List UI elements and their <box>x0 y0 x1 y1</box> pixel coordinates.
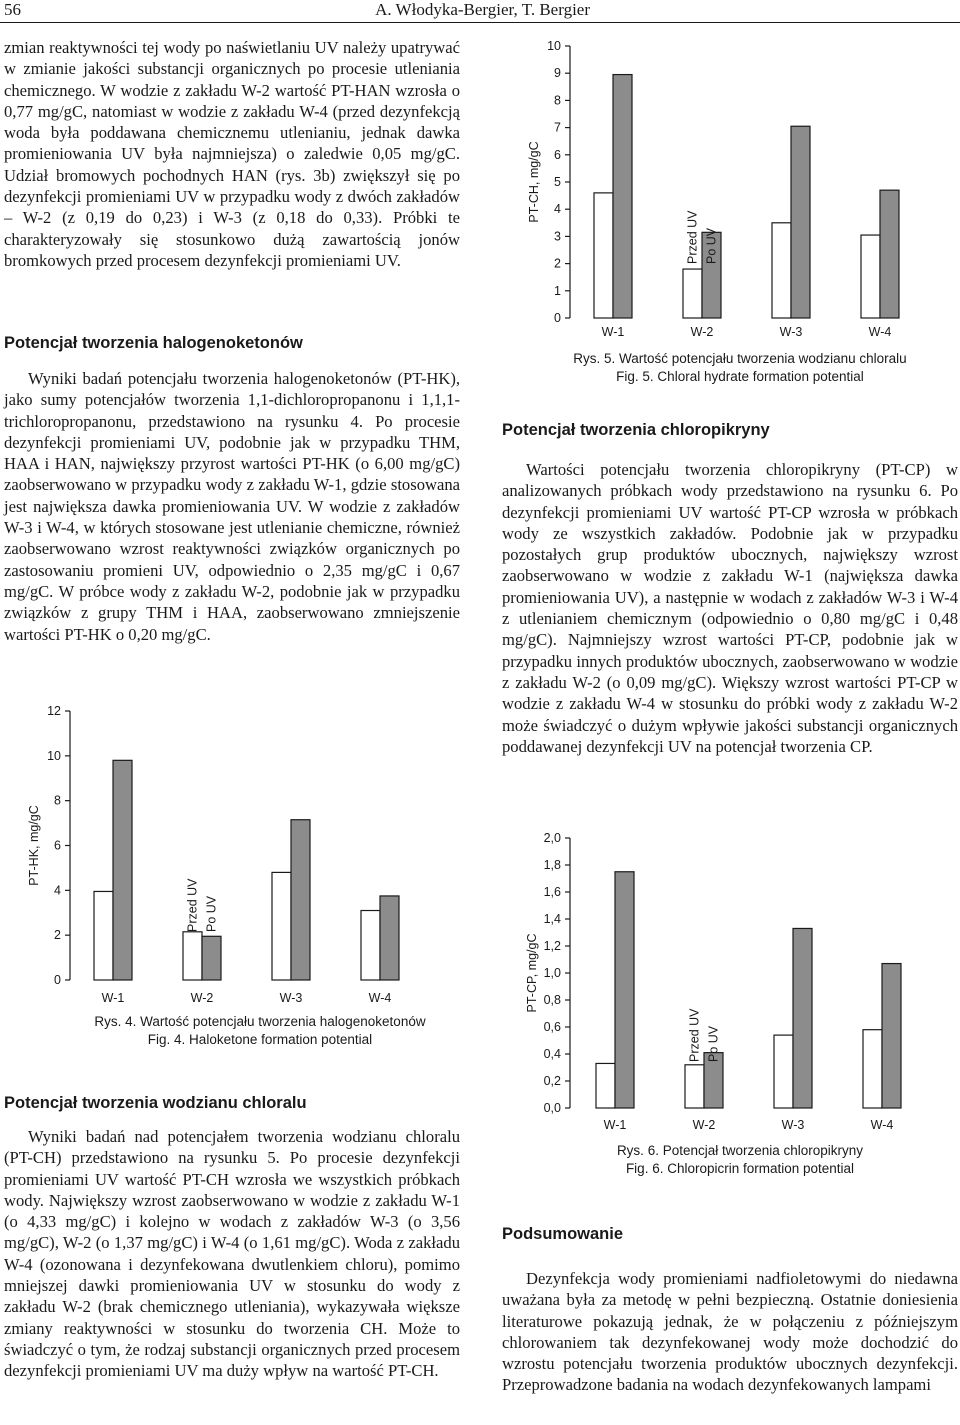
y-axis-label: PT-CH, mg/gC <box>527 141 541 223</box>
paragraph-han: zmian reaktywności tej wody po naświetlaniu UV należy upatrywać w zmianie jakości substancji organicznych po procesie utleniania chemicznego. W wodzie z zakładu W-2 wartość PT-HAN wzrosła o 0,77 mg/gC, natomiast w wodzie z zakładu W-4 (przed dezynfekcją woda była poddawana chemicznemu utlenianiu, jednak dawka promieniowania UV była najmniejsza) o zaledwie 0,05 mg/gC. Udział bromowych pochodnych HAN (rys. 3b) zwiększył się po dezynfekcji promieniami UV w przypadku wody z dwóch zakładów – W-2 (z 0,19 do 0,23) i W-3 (z 0,18 do 0,33). Próbki te charakteryzowały się stosunkowo dużą zawartością jonów bromkowych przed procesem dezynfekcji promieniami UV. <box>4 38 460 270</box>
x-category-label: W-3 <box>279 991 303 1005</box>
y-tick-label: 5 <box>554 175 561 189</box>
bar-w-3-przed-uv <box>774 1035 793 1108</box>
bar-w-4-po-uv <box>380 896 399 980</box>
x-category-label: W-3 <box>779 325 803 339</box>
y-tick-label: 1,2 <box>543 939 561 953</box>
y-tick-label: 9 <box>554 66 561 81</box>
bar-w-1-po-uv <box>613 75 632 318</box>
header-rule <box>0 22 960 23</box>
bar-w-4-przed-uv <box>361 911 380 980</box>
bar-w-1-przed-uv <box>596 1063 615 1108</box>
x-category-label: W-4 <box>868 325 892 339</box>
chart-fig6 <box>500 828 960 1136</box>
bar-w-4-przed-uv <box>861 235 880 318</box>
y-tick-label: 0,0 <box>543 1101 561 1115</box>
bar-w-1-po-uv <box>615 872 634 1108</box>
x-category-label: W-1 <box>601 325 625 339</box>
heading-chloral: Potencjał tworzenia wodzianu chloralu <box>4 1094 307 1112</box>
figure-6-caption-en: Fig. 6. Chloropicrin formation potential <box>625 1161 855 1176</box>
bar-w-3-po-uv <box>291 820 310 980</box>
y-tick-label: 10 <box>47 748 61 763</box>
y-tick-label: 6 <box>554 147 561 162</box>
bar-w-1-przed-uv <box>94 891 113 980</box>
y-tick-label: 4 <box>554 202 561 217</box>
bar-w-1-po-uv <box>113 760 132 980</box>
y-tick-label: 2 <box>54 928 61 943</box>
bar-w-3-po-uv <box>793 928 812 1108</box>
y-tick-label: 0,6 <box>543 1020 561 1034</box>
y-tick-label: 1 <box>554 283 561 298</box>
x-category-label: W-1 <box>603 1118 627 1132</box>
chart-fig5 <box>500 36 960 348</box>
bar-w-3-przed-uv <box>272 872 291 980</box>
figure-4-caption <box>60 1013 460 1049</box>
figure-4-caption-pl: Rys. 4. Wartość potencjału tworzenia halogenoketonów <box>94 1014 426 1029</box>
heading-chloropicrin: Potencjał tworzenia chloropikryny <box>502 421 770 439</box>
y-tick-label: 0 <box>54 973 61 987</box>
haloketones-text <box>4 368 460 645</box>
bar-w-3-przed-uv <box>772 223 791 318</box>
legend-przed-uv: Przed UV <box>685 210 700 264</box>
y-tick-label: 2 <box>554 256 561 271</box>
heading-summary: Podsumowanie <box>502 1225 624 1243</box>
x-category-label: W-4 <box>368 991 392 1005</box>
y-axis-label: PT-HK, mg/gC <box>27 805 41 886</box>
chart-fig4 <box>0 700 460 1010</box>
y-tick-label: 1,6 <box>543 885 561 899</box>
bar-w-1-przed-uv <box>594 193 613 318</box>
paragraph-chloral: Wyniki badań nad potencjałem tworzenia wodzianu chloralu (PT-CH) przedstawiono na rysunku 5. Po procesie dezynfekcji promieniami UV wartość PT-CH wzrosła we wszystkich próbkach wody. Największy wzrost zaobserwowano w wodzie z zakładu W-1 (o 4,33 mg/gC) i kolejno w wodach z zakładów W-3 (o 3,56 mg/gC), W-2 (o 1,37 mg/gC) i W-4 (o 1,61 mg/gC). Woda z zakładu W-4 (ozonowana i dezynfekowana dwutlenkiem chloru), pomimo mniejszej dawki promieniowania UV w stosunku do wody z zakładu W-2 (brak chemicznego utleniania), wykazywała większe zmiany reaktywności w stosunku do tworzenia CH. Może to świadczyć o tym, że rodzaj substancji organicznych przed procesem dezynfekcji promieniami UV ma duży wpływ na wartość PT-CH. <box>4 1127 460 1381</box>
y-tick-label: 0 <box>554 311 561 325</box>
figure-6-caption-pl: Rys. 6. Potencjał tworzenia chloropikryny <box>616 1143 864 1158</box>
figure-5-caption-pl: Rys. 5. Wartość potencjału tworzenia wodzianu chloralu <box>573 351 907 366</box>
x-category-label: W-2 <box>190 991 214 1005</box>
y-tick-label: 0,2 <box>543 1074 561 1088</box>
paragraph-summary: Dezynfekcja wody promieniami nadfioletowymi do niedawna uważana była za metodę w pełni bezpieczną. Ostatnie doniesienia literaturowe pokazują jednak, że w połączeniu z późniejszym chlorowaniem tak dezynfekowanej wody może dochodzić do wzrostu potencjału tworzenia produktów ubocznych dezynfekcji. Przeprowadzone badania na wodach dezynfekowanych lampami <box>502 1269 958 1395</box>
page-number: 56 <box>4 0 21 19</box>
bar-w-2-przed-uv <box>183 932 202 980</box>
heading-haloketones: Potencjał tworzenia halogenoketonów <box>4 334 303 352</box>
summary-text <box>502 1268 958 1396</box>
bar-w-2-po-uv <box>202 936 221 980</box>
bar-w-2-przed-uv <box>683 269 702 318</box>
y-tick-label: 10 <box>547 39 561 53</box>
figure-6-caption <box>520 1142 960 1178</box>
y-tick-label: 8 <box>554 93 561 108</box>
x-category-label: W-4 <box>870 1118 894 1132</box>
figure-4 <box>0 700 460 1010</box>
legend-po-uv: Po UV <box>204 895 219 932</box>
y-tick-label: 1,0 <box>543 966 561 980</box>
figure-4-caption-en: Fig. 4. Haloketone formation potential <box>147 1032 373 1047</box>
bar-w-3-po-uv <box>791 126 810 318</box>
y-tick-label: 7 <box>554 120 561 135</box>
paragraph-haloketones: Wyniki badań potencjału tworzenia halogenoketonów (PT-HK), jako sumy potencjałów tworzenia 1,1-dichloropropanonu i 1,1,1-trichloropropanonu, przedstawiono na rysunku 4. Po procesie dezynfekcji promieniami UV, podobnie jak w przypadku THM, HAA i HAN, największy przyrost wartości PT-HK (o 6,00 mg/gC) zaobserwowano w przypadku wody z zakładu W-1, gdzie stosowana jest największa dawka promieniowania UV. W wodzie z zakładów W-3 i W-4, w których stosowane jest utlenianie chemiczne, również zaobserwowano wzrost reaktywności związków organicznych po zastosowaniu promieni UV, odpowiednio o 2,35 mg/gC i 0,67 mg/gC. W próbce wody z zakładu W-2, podobnie jak w przypadku związków z grupy THM i HAA, zaobserwowano zmniejszenie wartości PT-HK o 0,20 mg/gC. <box>4 369 460 644</box>
y-tick-label: 12 <box>47 704 61 718</box>
paragraph-chloropicrin: Wartości potencjału tworzenia chloropikryny (PT-CP) w analizowanych próbkach wody przedstawiono na rysunku 6. Po dezynfekcji promieniami UV wartość PT-CP wzrosła w próbkach wody ze wszystkich zakładów. Podobnie jak w przypadku pozostałych grup produktów ubocznych, największy wzrost zaobserwowano w wodzie z zakładu W-1 (największa dawka promieniowania UV), a następnie w wodach z zakładów W-3 i W-4 z utlenianiem chemicznym (odpowiednio o 0,80 mg/gC i 0,48 mg/gC). Najmniejszy wzrost wartości PT-CP, podobnie jak w przypadku innych produktów ubocznych, zaobserwowano w wodzie z zakładu W-2 (o 0,09 mg/gC). Większy wzrost wartości PT-CP w wodzie z zakładu W-4 w stosunku do próbki wody z zakładu W-2 może świadczyć o dużym wpływie jakości substancji organicznych poddawanej dezynfekcji UV na potencjał tworzenia CP. <box>502 460 958 756</box>
legend-po-uv: Po UV <box>706 1025 721 1062</box>
legend-po-uv: Po UV <box>704 227 719 264</box>
chloropicrin-text <box>502 459 958 757</box>
y-axis-label: PT-CP, mg/gC <box>525 933 539 1013</box>
bar-w-4-przed-uv <box>863 1030 882 1108</box>
x-category-label: W-2 <box>692 1118 716 1132</box>
running-header-authors: A. Włodyka-Bergier, T. Bergier <box>375 0 590 19</box>
figure-5 <box>500 36 960 348</box>
x-category-label: W-3 <box>781 1118 805 1132</box>
left-top-text <box>4 37 460 271</box>
legend-przed-uv: Przed UV <box>185 878 200 932</box>
figure-5-caption-en: Fig. 5. Chloral hydrate formation potential <box>616 369 864 384</box>
legend-przed-uv: Przed UV <box>687 1008 702 1062</box>
y-tick-label: 3 <box>554 229 561 244</box>
y-tick-label: 1,8 <box>543 858 561 872</box>
figure-5-caption <box>520 350 960 386</box>
x-category-label: W-1 <box>101 991 125 1005</box>
figure-6 <box>500 828 960 1136</box>
y-tick-label: 0,8 <box>543 993 561 1007</box>
y-tick-label: 6 <box>54 838 61 853</box>
bar-w-4-po-uv <box>880 190 899 318</box>
y-tick-label: 1,4 <box>543 912 561 926</box>
chloral-text <box>4 1126 460 1382</box>
x-category-label: W-2 <box>690 325 714 339</box>
y-tick-label: 4 <box>54 883 61 898</box>
y-tick-label: 8 <box>54 793 61 808</box>
y-tick-label: 2,0 <box>543 831 561 845</box>
bar-w-2-przed-uv <box>685 1065 704 1108</box>
bar-w-4-po-uv <box>882 964 901 1108</box>
y-tick-label: 0,4 <box>543 1047 561 1061</box>
